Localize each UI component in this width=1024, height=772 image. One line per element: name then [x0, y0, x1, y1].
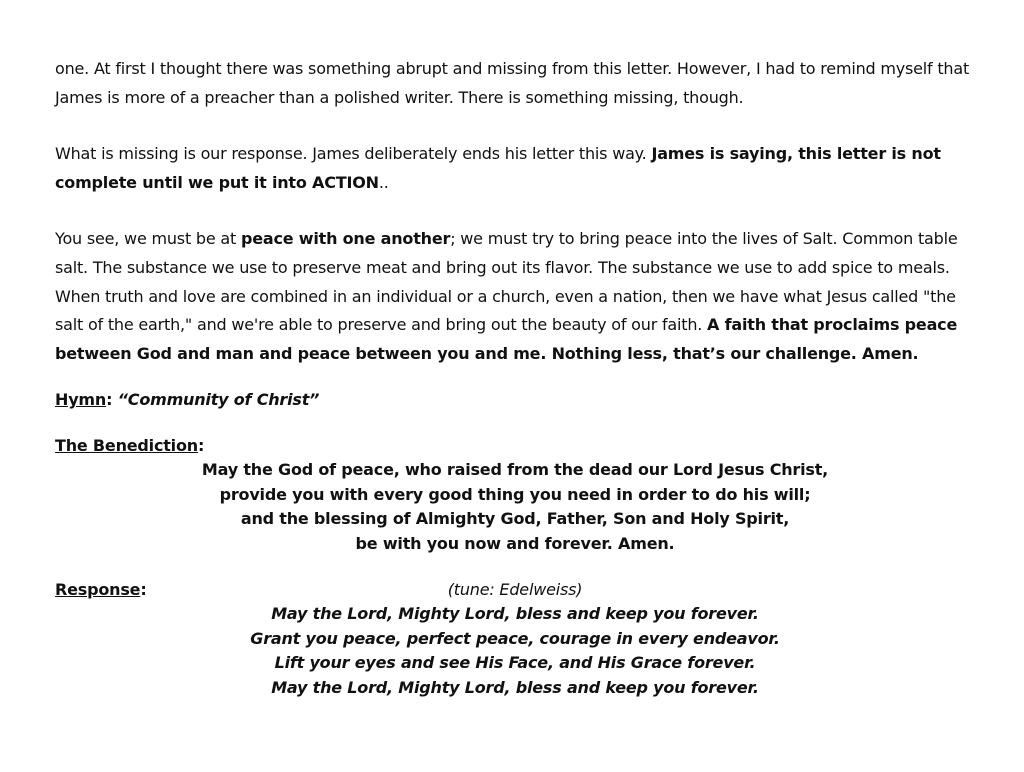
response-text	[55, 602, 975, 700]
response-line: Lift your eyes and see His Face, and His Grace forever.	[274, 653, 756, 673]
response-label: Response	[55, 580, 141, 600]
section-spacer	[55, 368, 975, 388]
paragraph-salt	[55, 225, 975, 368]
response-line: May the Lord, Mighty Lord, bless and keep you forever.	[271, 677, 759, 697]
benediction-line: and the blessing of Almighty God, Father, Son and Holy Spirit,	[240, 509, 790, 529]
emphasis-text: A faith that proclaims peace between God and man and peace between you and me. Nothing less, that’s our challenge. Amen.	[55, 315, 958, 363]
paragraph-spacer	[55, 197, 975, 225]
paragraph-text: ; we must try to bring peace into the lives of Salt. Common table salt. The substance we use to preserve meat and bring out its flavor. The substance we use to add spice to meals. When truth and love are combined in an individual or a church, even a nation, then we have what Jesus called "the salt of the earth," and we're able to preserve and bring out the beauty of our faith.	[55, 229, 958, 335]
response-line: Grant you peace, perfect peace, courage in every endeavor.	[250, 628, 780, 648]
paragraph-text: one. At first I thought there was something abrupt and missing from this letter. However, I had to remind myself that James is more of a preacher than a polished writer. There is something missing, though.	[55, 59, 970, 107]
hymn-label: Hymn	[55, 390, 107, 410]
paragraph-text: You see, we must be at	[55, 229, 241, 249]
document-page	[55, 55, 975, 700]
response-heading-row	[55, 578, 975, 602]
response-colon: :	[140, 580, 147, 600]
section-spacer	[55, 412, 975, 434]
paragraph-letter-missing	[55, 55, 975, 112]
hymn-separator: :	[106, 390, 118, 410]
emphasis-text: James is saying, this letter is not complete until we put it into ACTION	[55, 144, 941, 192]
benediction-line: provide you with every good thing you need in order to do his will;	[219, 484, 811, 504]
benediction-heading	[55, 434, 975, 458]
benediction-colon: :	[197, 436, 205, 456]
section-spacer	[55, 556, 975, 578]
hymn-title: “Community of Christ”	[117, 390, 320, 410]
hymn-heading	[55, 388, 975, 412]
response-tune: (tune: Edelweiss)	[447, 580, 583, 600]
paragraph-response	[55, 140, 975, 197]
benediction-line: May the God of peace, who raised from the dead our Lord Jesus Christ,	[201, 460, 829, 480]
paragraph-text: What is missing is our response. James deliberately ends his letter this way.	[55, 144, 652, 164]
paragraph-spacer	[55, 112, 975, 140]
benediction-text	[55, 458, 975, 556]
response-line: May the Lord, Mighty Lord, bless and keep you forever.	[271, 604, 759, 624]
benediction-line: be with you now and forever. Amen.	[355, 533, 675, 553]
benediction-label: The Benediction	[55, 436, 198, 456]
paragraph-text: ..	[378, 172, 389, 192]
emphasis-text: peace with one another	[240, 229, 451, 249]
response-heading	[55, 578, 147, 602]
